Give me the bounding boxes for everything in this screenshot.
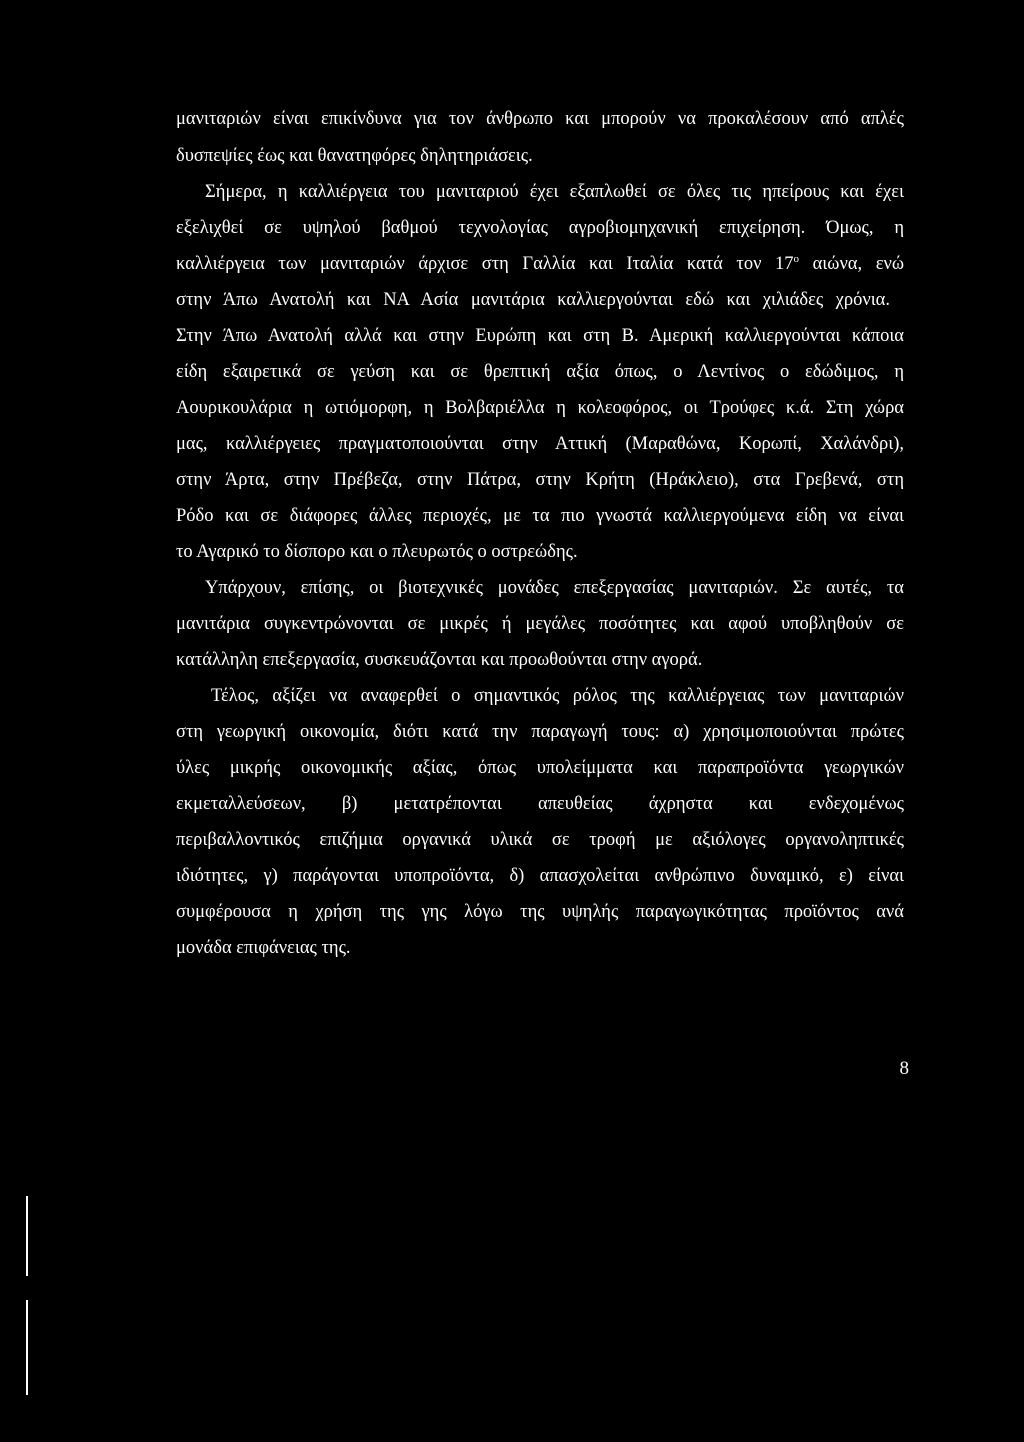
text-line: μανιτάρια συγκεντρώνονται σε μικρές ή μεγάλες ποσότητες και αφού υποβληθούν σε bbox=[176, 614, 904, 634]
text-line: μονάδα επιφάνειας της. bbox=[176, 938, 351, 958]
text-segment: αιώνα, ενώ bbox=[799, 254, 905, 274]
text-line: είδη εξαιρετικά σε γεύση και σε θρεπτική αξία όπως, ο Λεντίνος ο εδώδιμος, η bbox=[176, 362, 904, 382]
text-line: μας, καλλιέργειες πραγματοποιούνται στην Αττική (Μαραθώνα, Κορωπί, Χαλάνδρι), bbox=[176, 434, 904, 454]
text-line: συμφέρουσα η χρήση της γης λόγω της υψηλής παραγωγικότητας προϊόντος ανά bbox=[176, 902, 904, 922]
text-line: Αουρικουλάρια η ωτιόμορφη, η Βολβαριέλλα η κολεοφόρος, οι Τρούφες κ.ά. Στη χώρα bbox=[176, 398, 904, 418]
text-segment: καλλιέργεια των μανιταριών άρχισε στη Γαλλία και Ιταλία κατά τον 17 bbox=[176, 254, 794, 274]
text-line: στη γεωργική οικονομία, διότι κατά την παραγωγή τους: α) χρησιμοποιούνται πρώτες bbox=[176, 722, 904, 742]
text-line: το Αγαρικό το δίσπορο και ο πλευρωτός ο οστρεώδης. bbox=[176, 542, 578, 562]
text-line: στην Άπω Ανατολή και ΝΑ Ασία μανιτάρια καλλιεργούνται εδώ και χιλιάδες χρόνια. bbox=[176, 290, 890, 310]
text-line: στην Άρτα, στην Πρέβεζα, στην Πάτρα, στην Κρήτη (Ηράκλειο), στα Γρεβενά, στη bbox=[176, 470, 904, 490]
text-line: περιβαλλοντικός επιζήμια οργανικά υλικά σε τροφή με αξιόλογες οργανοληπτικές bbox=[176, 830, 904, 850]
text-line: εξελιχθεί σε υψηλού βαθμού τεχνολογίας αγροβιομηχανική επιχείρηση. Όμως, η bbox=[176, 218, 904, 238]
text-line: ιδιότητες, γ) παράγονται υποπροϊόντα, δ) απασχολείται ανθρώπινο δυναμικό, ε) είναι bbox=[176, 866, 904, 886]
text-line: Τέλος, αξίζει να αναφερθεί ο σημαντικός ρόλος της καλλιέργειας των μανιταριών bbox=[211, 686, 904, 706]
text-line: δυσπεψίες έως και θανατηφόρες δηλητηριάσεις. bbox=[176, 146, 533, 166]
text-line: εκμεταλλεύσεων, β) μετατρέπονται απευθείας άχρηστα και ενδεχομένως bbox=[176, 794, 904, 814]
text-line bbox=[176, 253, 904, 275]
text-line: Ρόδο και σε διάφορες άλλες περιοχές, με τα πιο γνωστά καλλιεργούμενα είδη να είναι bbox=[176, 506, 904, 526]
page-number: 8 bbox=[899, 1058, 909, 1079]
text-line: Στην Άπω Ανατολή αλλά και στην Ευρώπη και στη Β. Αμερική καλλιεργούνται κάποια bbox=[176, 326, 904, 346]
ordinal-superscript: ο bbox=[793, 253, 800, 265]
text-line: Σήμερα, η καλλιέργεια του μανιταριού έχει εξαπλωθεί σε όλες τις ηπείρους και έχει bbox=[205, 182, 904, 202]
margin-rule bbox=[26, 1300, 28, 1395]
text-line: μανιταριών είναι επικίνδυνα για τον άνθρωπο και μπορούν να προκαλέσουν από απλές bbox=[176, 109, 904, 129]
text-line: Υπάρχουν, επίσης, οι βιοτεχνικές μονάδες επεξεργασίας μανιταριών. Σε αυτές, τα bbox=[205, 578, 904, 598]
text-line: κατάλληλη επεξεργασία, συσκευάζονται και προωθούνται στην αγορά. bbox=[176, 650, 703, 670]
margin-rule bbox=[26, 1196, 28, 1276]
text-line: ύλες μικρής οικονομικής αξίας, όπως υπολείμματα και παραπροϊόντα γεωργικών bbox=[176, 758, 904, 778]
